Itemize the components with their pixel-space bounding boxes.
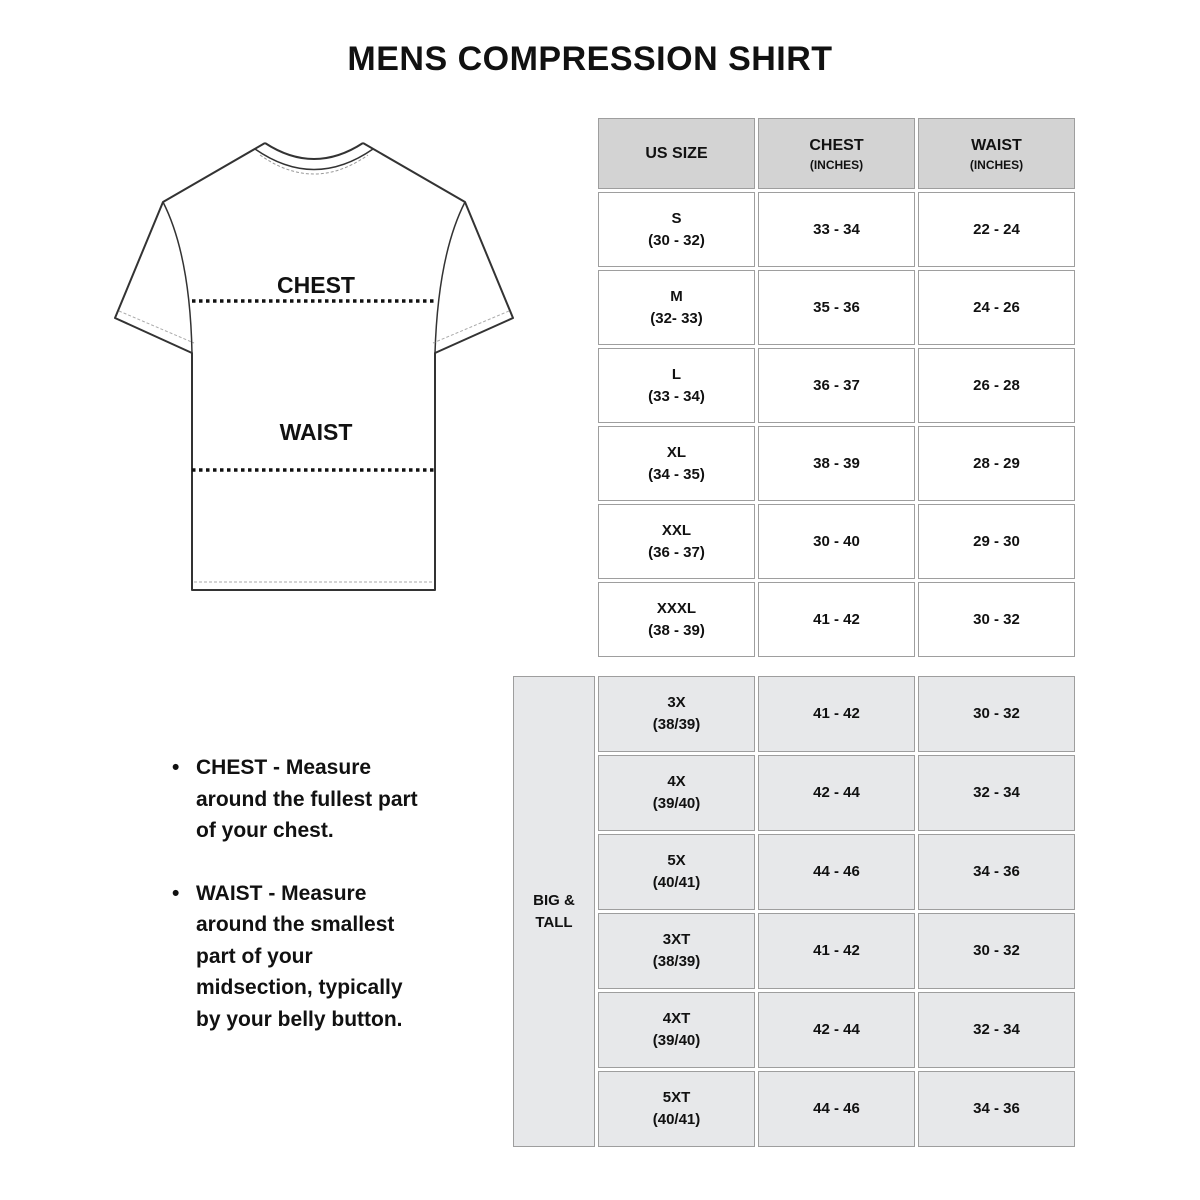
bullet-icon: •	[172, 881, 180, 905]
waist-cell: 28 - 29	[918, 426, 1075, 501]
waist-cell: 30 - 32	[918, 913, 1075, 989]
size-cell: 3X (38/39)	[598, 676, 755, 752]
header-us-size: US SIZE	[598, 118, 755, 189]
size-cell: 5X (40/41)	[598, 834, 755, 910]
size-cell: 4XT (39/40)	[598, 992, 755, 1068]
table-row	[513, 755, 1075, 831]
header-chest: CHEST (INCHES)	[758, 118, 915, 189]
table-row	[598, 270, 1075, 345]
table-row	[598, 582, 1075, 657]
table-row	[598, 348, 1075, 423]
waist-cell: 32 - 34	[918, 755, 1075, 831]
big-tall-label: BIG & TALL	[513, 676, 595, 1147]
chest-cell: 42 - 44	[758, 992, 915, 1068]
table-row	[513, 1071, 1075, 1147]
big-tall-table	[510, 673, 1078, 1150]
measurement-notes	[170, 752, 430, 1066]
chest-cell: 41 - 42	[758, 582, 915, 657]
chest-cell: 36 - 37	[758, 348, 915, 423]
size-cell: XXXL (38 - 39)	[598, 582, 755, 657]
size-cell: 5XT (40/41)	[598, 1071, 755, 1147]
note-text: CHEST - Measure around the fullest part of your chest.	[196, 756, 418, 842]
size-table	[595, 115, 1078, 660]
size-cell: XL (34 - 35)	[598, 426, 755, 501]
size-cell: L (33 - 34)	[598, 348, 755, 423]
chest-cell: 42 - 44	[758, 755, 915, 831]
table-header-row	[598, 118, 1075, 189]
table-row	[513, 992, 1075, 1068]
size-cell: S (30 - 32)	[598, 192, 755, 267]
waist-cell: 30 - 32	[918, 582, 1075, 657]
bullet-icon: •	[172, 756, 180, 779]
chest-cell: 30 - 40	[758, 504, 915, 579]
table-row	[598, 192, 1075, 267]
chest-cell: 38 - 39	[758, 426, 915, 501]
t-shirt-icon	[110, 135, 520, 595]
note-waist	[170, 878, 430, 1036]
note-chest	[170, 752, 430, 847]
chest-cell: 44 - 46	[758, 834, 915, 910]
size-cell: 3XT (38/39)	[598, 913, 755, 989]
table-row	[513, 834, 1075, 910]
size-cell: M (32- 33)	[598, 270, 755, 345]
waist-cell: 32 - 34	[918, 992, 1075, 1068]
table-row	[598, 426, 1075, 501]
chest-cell: 33 - 34	[758, 192, 915, 267]
table-row	[513, 913, 1075, 989]
note-text: WAIST - Measure around the smallest part of your midsection, typically by your belly button.	[196, 881, 403, 1031]
chest-cell: 44 - 46	[758, 1071, 915, 1147]
chest-label: CHEST	[277, 272, 355, 298]
size-cell: 4X (39/40)	[598, 755, 755, 831]
waist-cell: 34 - 36	[918, 1071, 1075, 1147]
header-waist: WAIST (INCHES)	[918, 118, 1075, 189]
chest-cell: 35 - 36	[758, 270, 915, 345]
waist-label: WAIST	[279, 419, 353, 445]
size-cell: XXL (36 - 37)	[598, 504, 755, 579]
waist-cell: 29 - 30	[918, 504, 1075, 579]
chest-cell: 41 - 42	[758, 913, 915, 989]
shirt-diagram	[110, 135, 520, 595]
waist-cell: 26 - 28	[918, 348, 1075, 423]
chest-cell: 41 - 42	[758, 676, 915, 752]
waist-cell: 34 - 36	[918, 834, 1075, 910]
waist-cell: 22 - 24	[918, 192, 1075, 267]
table-row	[598, 504, 1075, 579]
waist-cell: 30 - 32	[918, 676, 1075, 752]
waist-cell: 24 - 26	[918, 270, 1075, 345]
table-row	[513, 676, 1075, 752]
page-title: MENS COMPRESSION SHIRT	[347, 40, 833, 78]
